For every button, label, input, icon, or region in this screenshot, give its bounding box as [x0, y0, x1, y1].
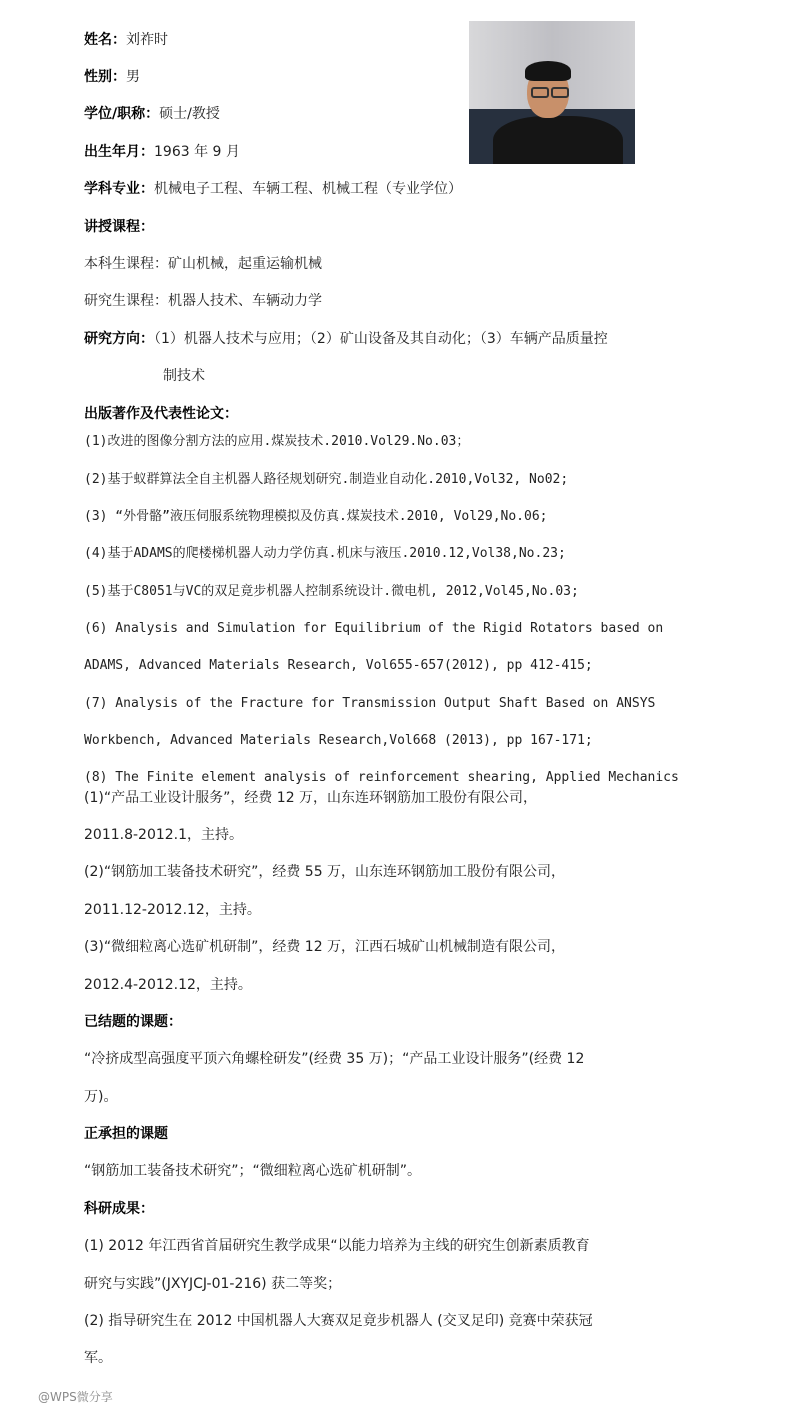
photo-person-body [493, 116, 623, 164]
photo-glasses-right [551, 87, 569, 98]
achievement-item: (1) 2012 年江西省首届研究生教学成果“以能力培养为主线的研究生创新素质教育 [84, 1238, 590, 1254]
publication-item: (7) Analysis of the Fracture for Transmission Output Shaft Based on ANSYS [84, 696, 656, 711]
major-label: 学科专业： [84, 181, 154, 197]
completed-line-1: “冷挤成型高强度平顶六角螺栓研发”(经费 35 万)；“产品工业设计服务”(经费 12 [84, 1051, 585, 1067]
name-value: 刘祚时 [126, 32, 168, 48]
publication-item: (5)基于C8051与VC的双足竟步机器人控制系统设计.微电机, 2012,Vol45,No.03; [84, 584, 579, 599]
publications-heading: 出版著作及代表性论文： [84, 406, 238, 422]
research-line-1: （1）机器人技术与应用；（2）矿山设备及其自动化；（3）车辆产品质量控 [154, 331, 608, 347]
project-item: (1)“产品工业设计服务”，经费 12 万，山东连环钢筋加工股份有限公司， [84, 790, 538, 806]
achievement-item: (2) 指导研究生在 2012 中国机器人大赛双足竟步机器人 (交叉足印) 竞赛中荣获冠 [84, 1313, 593, 1329]
undergrad-courses: 本科生课程：矿山机械，起重运输机械 [84, 256, 322, 272]
gender-value: 男 [126, 69, 140, 85]
degree-label: 学位/职称： [84, 106, 160, 122]
publication-item: (2)基于蚁群算法全自主机器人路径规划研究.制造业自动化.2010,Vol32, No02; [84, 472, 569, 487]
project-item: 2011.12-2012.12，主持。 [84, 902, 261, 918]
birth-label: 出生年月： [84, 144, 154, 160]
name-label: 姓名： [84, 32, 126, 48]
birth-value: 1963 年 9 月 [154, 144, 240, 160]
publication-item: (4)基于ADAMS的爬楼梯机器人动力学仿真.机床与液压.2010.12,Vol38,No.23; [84, 546, 566, 561]
completed-heading: 已结题的课题： [84, 1014, 182, 1030]
achievements-heading: 科研成果： [84, 1201, 154, 1217]
gender-label: 性别： [84, 69, 126, 85]
degree-value: 硕士/教授 [159, 106, 220, 122]
publication-item: (1)改进的图像分割方法的应用.煤炭技术.2010.Vol29.No.03； [84, 434, 470, 449]
publication-item: (6) Analysis and Simulation for Equilibrium of the Rigid Rotators based on [84, 621, 664, 636]
photo-glasses-left [531, 87, 549, 98]
completed-line-2: 万)。 [84, 1089, 118, 1105]
project-item: 2011.8-2012.1，主持。 [84, 827, 244, 843]
photo-person-hair [525, 61, 571, 81]
achievement-item: 研究与实践”(JXYJCJ-01-216) 获二等奖； [84, 1276, 342, 1292]
major-value: 机械电子工程、车辆工程、机械工程（专业学位） [154, 181, 462, 197]
publication-item: Workbench, Advanced Materials Research,Vol668 (2013), pp 167-171; [84, 733, 593, 748]
publication-item: ADAMS, Advanced Materials Research, Vol655-657(2012), pp 412-415; [84, 658, 593, 673]
wps-watermark: @WPS微分享 [38, 1390, 113, 1404]
ongoing-line-1: “钢筋加工装备技术研究”；“微细粒离心选矿机研制”。 [84, 1163, 422, 1179]
courses-heading: 讲授课程： [84, 219, 154, 235]
name-row [84, 30, 168, 50]
publication-item: (8) The Finite element analysis of reinforcement shearing, Applied Mechanics [84, 770, 679, 785]
gender-row [84, 67, 140, 87]
research-row [84, 329, 608, 349]
grad-courses: 研究生课程：机器人技术、车辆动力学 [84, 293, 322, 309]
project-item: 2012.4-2012.12，主持。 [84, 977, 252, 993]
major-row [84, 179, 462, 199]
research-label: 研究方向： [84, 331, 154, 347]
degree-row [84, 104, 220, 124]
research-line-2: 制技术 [163, 368, 205, 384]
publication-item: (3) “外骨骼”液压伺服系统物理模拟及仿真.煤炭技术.2010, Vol29,No.06; [84, 509, 548, 524]
birth-row [84, 142, 240, 162]
project-item: (2)“钢筋加工装备技术研究”，经费 55 万，山东连环钢筋加工股份有限公司， [84, 864, 566, 880]
ongoing-heading: 正承担的课题 [84, 1126, 168, 1142]
achievement-item: 军。 [84, 1350, 112, 1366]
profile-photo [469, 21, 635, 164]
project-item: (3)“微细粒离心选矿机研制”，经费 12 万，江西石城矿山机械制造有限公司， [84, 939, 566, 955]
